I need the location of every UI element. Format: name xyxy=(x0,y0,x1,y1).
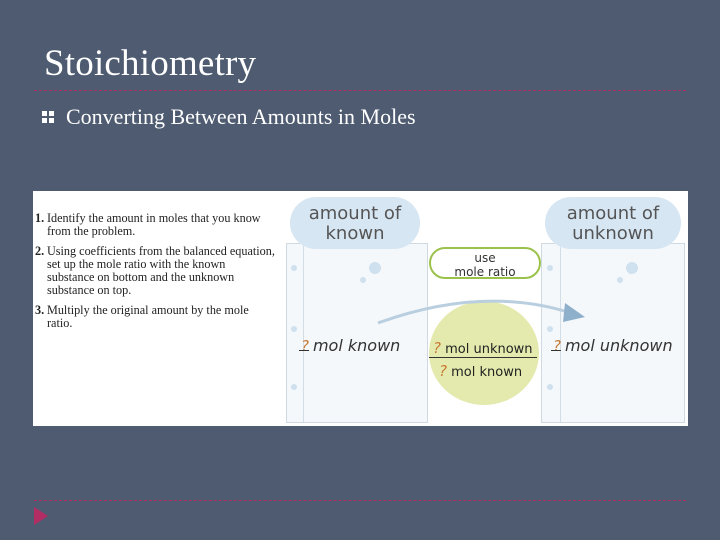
step-1 xyxy=(35,212,275,238)
known-label xyxy=(290,197,420,249)
play-triangle-icon[interactable] xyxy=(34,507,48,525)
decor-dot xyxy=(547,265,553,271)
curved-arrow-icon xyxy=(373,291,593,331)
mole-conversion-figure xyxy=(33,191,688,426)
step-text: Using coefficients from the balanced equation, set up the mole ratio with the known substance on bottom and the unknown substance on top. xyxy=(47,244,275,297)
step-text: Identify the amount in moles that you know from the problem. xyxy=(47,211,261,238)
question-mark: ? xyxy=(301,337,309,355)
question-mark: ? xyxy=(433,339,441,357)
unknown-panel xyxy=(541,243,685,423)
use-line2: mole ratio xyxy=(454,265,516,279)
mol-known-text: mol known xyxy=(312,336,401,355)
ratio-denominator xyxy=(439,362,522,380)
question-mark: ? xyxy=(439,362,447,380)
bullet-text: Converting Between Amounts in Moles xyxy=(66,104,416,129)
bullet-item xyxy=(42,104,416,130)
step-number: 3. xyxy=(35,303,45,317)
decor-dot xyxy=(291,265,297,271)
footer-divider xyxy=(34,500,686,501)
slide-title: Stoichiometry xyxy=(44,43,257,84)
unknown-label xyxy=(545,197,681,249)
step-3 xyxy=(35,304,275,330)
mol-unknown-expression xyxy=(553,336,673,355)
step-number: 1. xyxy=(35,211,45,225)
ratio-numerator xyxy=(433,339,533,357)
decor-dot xyxy=(360,277,366,283)
title-divider xyxy=(34,90,686,91)
decor-dot xyxy=(369,262,381,274)
question-mark: ? xyxy=(553,337,561,355)
bullet-glyph-icon xyxy=(42,111,54,123)
use-line1: use xyxy=(474,251,496,265)
use-mole-ratio-label xyxy=(429,247,541,279)
unknown-label-line2: unknown xyxy=(572,223,654,244)
mol-unknown-text: mol unknown xyxy=(564,336,673,355)
unknown-label-line1: amount of xyxy=(566,203,660,224)
known-panel xyxy=(286,243,428,423)
decor-dot xyxy=(617,277,623,283)
known-label-line1: amount of xyxy=(308,203,402,224)
steps-list xyxy=(35,212,275,337)
ratio-numerator-text: mol unknown xyxy=(445,342,533,357)
decor-dot xyxy=(547,384,553,390)
known-label-line2: known xyxy=(325,223,385,244)
step-2 xyxy=(35,245,275,297)
decor-dot xyxy=(291,384,297,390)
ratio-denominator-text: mol known xyxy=(451,365,523,380)
decor-dot xyxy=(626,262,638,274)
mol-known-expression xyxy=(301,336,400,355)
step-number: 2. xyxy=(35,244,45,258)
decor-dot xyxy=(291,326,297,332)
step-text: Multiply the original amount by the mole ratio. xyxy=(47,303,249,330)
panel-divider xyxy=(560,244,561,422)
fraction-bar xyxy=(429,357,537,358)
panel-divider xyxy=(303,244,304,422)
